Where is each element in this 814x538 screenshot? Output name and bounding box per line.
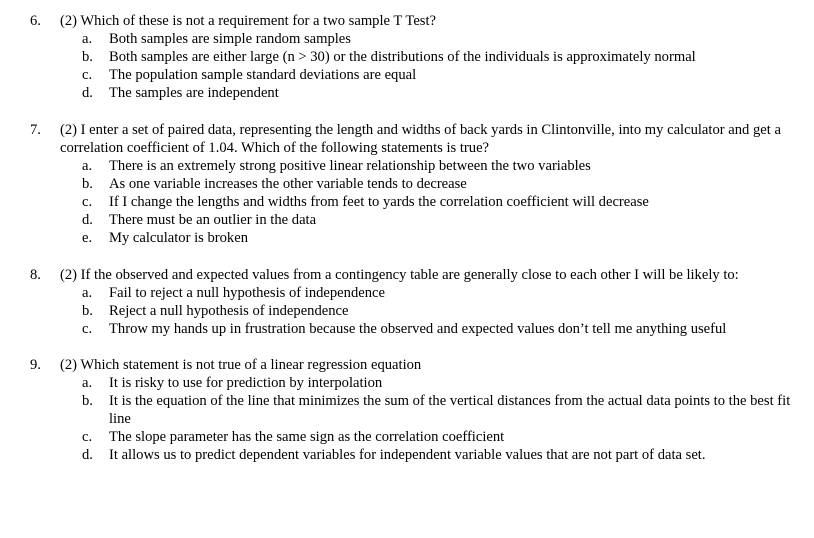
question-9 <box>30 356 800 464</box>
option-a <box>30 284 800 302</box>
option-letter: d. <box>82 447 93 463</box>
option-letter: b. <box>82 303 93 319</box>
option-text: Both samples are either large (n > 30) or the distributions of the individuals is approximately normal <box>109 49 696 65</box>
option-letter: b. <box>82 393 93 409</box>
option-text: The samples are independent <box>109 85 279 101</box>
option-text: My calculator is broken <box>109 230 249 246</box>
option-b <box>30 392 800 428</box>
option-text: There is an extremely strong positive linear relationship between the two variables <box>109 158 591 174</box>
option-list <box>30 284 800 338</box>
option-letter: e. <box>82 230 93 246</box>
option-b <box>30 175 800 193</box>
question-number: 9. <box>30 357 41 373</box>
option-text: The population sample standard deviations are equal <box>109 67 417 83</box>
option-a <box>30 374 800 392</box>
option-a <box>30 30 800 48</box>
option-text: If I change the lengths and widths from feet to yards the correlation coefficient will decrease <box>109 194 649 210</box>
option-text: It allows us to predict dependent variables for independent variable values that are not part of data set. <box>109 447 706 463</box>
question-stem <box>30 121 800 157</box>
option-letter: a. <box>82 31 93 47</box>
question-number: 8. <box>30 267 41 283</box>
option-c <box>30 193 800 211</box>
option-letter: c. <box>82 321 93 337</box>
option-c <box>30 320 800 338</box>
option-letter: c. <box>82 429 93 445</box>
option-text: There must be an outlier in the data <box>109 212 317 228</box>
option-text: Throw my hands up in frustration because the observed and expected values don’t tell me anything useful <box>109 321 727 337</box>
option-text: Reject a null hypothesis of independence <box>109 303 349 319</box>
question-number: 6. <box>30 13 41 29</box>
question-6 <box>30 12 800 102</box>
option-d <box>30 446 800 464</box>
option-b <box>30 302 800 320</box>
question-8 <box>30 266 800 338</box>
option-text: Both samples are simple random samples <box>109 31 351 47</box>
option-letter: c. <box>82 67 93 83</box>
option-list <box>30 30 800 102</box>
option-letter: a. <box>82 285 93 301</box>
option-d <box>30 84 800 102</box>
option-b <box>30 48 800 66</box>
option-list <box>30 157 800 247</box>
question-7 <box>30 121 800 247</box>
option-letter: b. <box>82 49 93 65</box>
option-letter: d. <box>82 85 93 101</box>
option-letter: b. <box>82 176 93 192</box>
question-text: (2) Which statement is not true of a linear regression equation <box>60 357 422 373</box>
option-list <box>30 374 800 464</box>
option-letter: a. <box>82 375 93 391</box>
question-text: (2) I enter a set of paired data, representing the length and widths of back yards in Clintonville, into my calculator and get a correlation coefficient of 1.04. Which of the following statements is true? <box>60 122 781 156</box>
option-letter: d. <box>82 212 93 228</box>
option-letter: a. <box>82 158 93 174</box>
option-a <box>30 157 800 175</box>
question-number: 7. <box>30 122 41 138</box>
option-text: The slope parameter has the same sign as the correlation coefficient <box>109 429 505 445</box>
option-c <box>30 66 800 84</box>
option-d <box>30 211 800 229</box>
option-text: As one variable increases the other variable tends to decrease <box>109 176 467 192</box>
question-stem <box>30 12 800 30</box>
option-text: It is risky to use for prediction by interpolation <box>109 375 383 391</box>
option-text: It is the equation of the line that minimizes the sum of the vertical distances from the actual data points to the best fit line <box>109 393 791 427</box>
option-e <box>30 229 800 247</box>
option-letter: c. <box>82 194 93 210</box>
question-stem <box>30 356 800 374</box>
question-text: (2) If the observed and expected values from a contingency table are generally close to each other I will be likely to: <box>60 267 739 283</box>
question-text: (2) Which of these is not a requirement for a two sample T Test? <box>60 13 437 29</box>
option-text: Fail to reject a null hypothesis of independence <box>109 285 385 301</box>
option-c <box>30 428 800 446</box>
question-stem <box>30 266 800 284</box>
